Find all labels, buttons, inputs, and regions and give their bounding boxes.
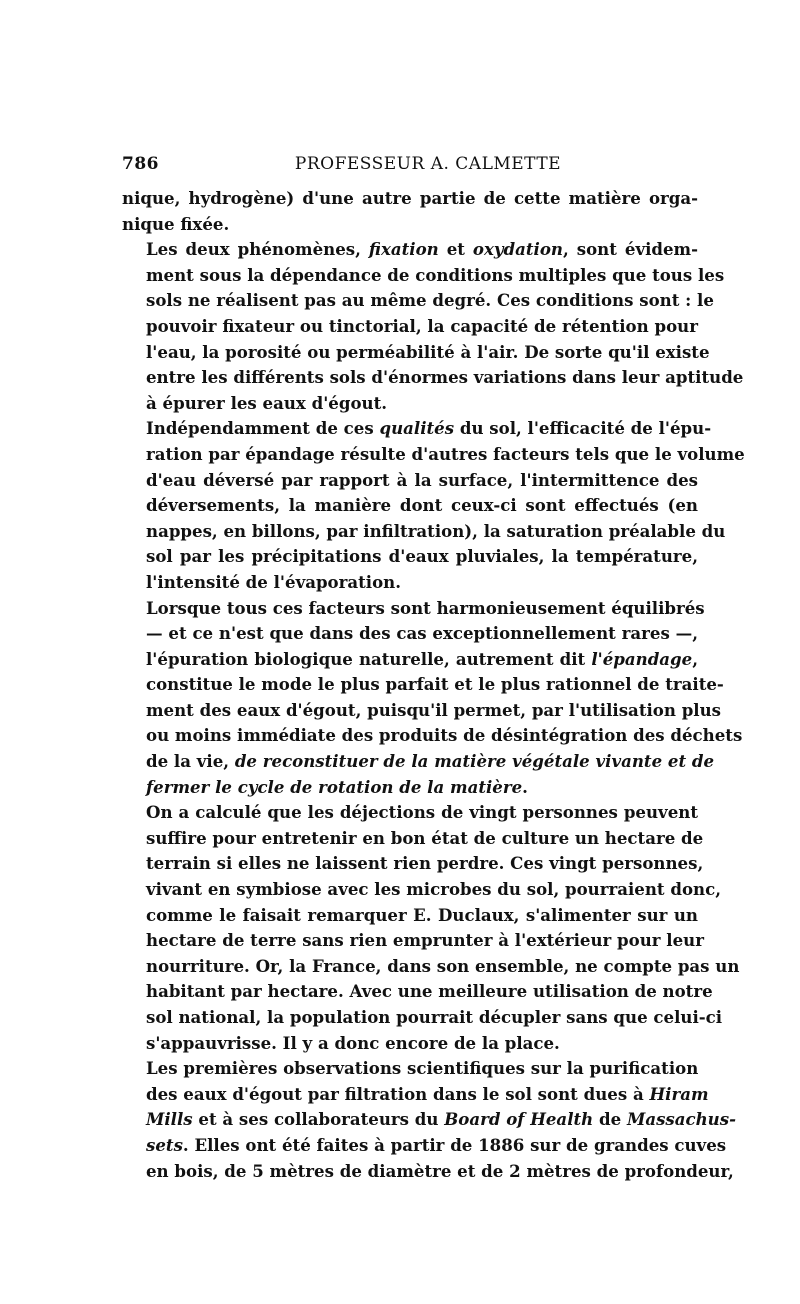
page-number: 786 <box>122 154 159 174</box>
text-line: pouvoir fixateur ou tinctorial, la capacité de rétention pour <box>146 315 698 336</box>
paragraph <box>122 800 740 1056</box>
paragraph <box>122 237 744 416</box>
italic-phrase: fermer le cycle de rotation de la matière <box>146 776 523 797</box>
running-head: PROFESSEUR A. CALMETTE <box>294 154 562 174</box>
text-line: Mills et à ses collaborateurs du Board of Health de Massachus- <box>146 1109 736 1130</box>
text-line: terrain si elles ne laissent rien perdre. Ces vingt personnes, <box>146 853 704 874</box>
text-line: nappes, en billons, par infiltration), la saturation préalable du <box>146 520 726 541</box>
text-line: — et ce n'est que dans des cas exceptionnellement rares —, <box>146 623 698 644</box>
text-line: comme le faisait remarquer E. Duclaux, s'alimenter sur un <box>146 904 698 925</box>
text-line: déversements, la manière dont ceux-ci sont effectués (en <box>146 495 698 516</box>
text-line: vivant en symbiose avec les microbes du sol, pourraient donc, <box>146 879 721 900</box>
italic-phrase: Hiram <box>649 1083 709 1104</box>
text-line: On a calculé que les déjections de vingt personnes peuvent <box>146 802 698 823</box>
text-line: s'appauvrisse. Il y a donc encore de la place. <box>146 1032 560 1053</box>
text-line: de la vie, de reconstituer de la matière végétale vivante et de <box>146 751 715 772</box>
text-line: Lorsque tous ces facteurs sont harmonieusement équilibrés <box>146 597 705 618</box>
italic-phrase: de reconstituer de la matière végétale vivante et de <box>234 751 715 772</box>
text-line: l'intensité de l'évaporation. <box>146 571 401 592</box>
text-line: ou moins immédiate des produits de désintégration des déchets <box>146 725 743 746</box>
text-line: entre les différents sols d'énormes variations dans leur aptitude <box>146 367 744 388</box>
text-line: l'épuration biologique naturelle, autrement dit l'épandage, <box>146 648 698 669</box>
italic-phrase: Board of Health <box>444 1109 594 1130</box>
text-line: nique fixée. <box>122 213 230 234</box>
text-line: ration par épandage résulte d'autres facteurs tels que le volume <box>146 443 745 464</box>
text-line: sol national, la population pourrait décupler sans que celui-ci <box>146 1007 723 1027</box>
body-text <box>122 186 745 1184</box>
text-line: des eaux d'égout par filtration dans le sol sont dues à Hiram <box>146 1083 709 1104</box>
italic-phrase: Mills <box>146 1109 193 1130</box>
text-line: suffire pour entretenir en bon état de culture un hectare de <box>146 827 704 848</box>
text-line: Les deux phénomènes, fixation et oxydation, sont évidem- <box>146 239 698 260</box>
text-line: ment sous la dépendance de conditions multiples que tous les <box>146 264 725 285</box>
paragraph <box>122 1056 736 1184</box>
paragraph <box>122 596 743 801</box>
text-line: à épurer les eaux d'égout. <box>146 392 388 413</box>
text-line: Indépendamment de ces qualités du sol, l'efficacité de l'épu- <box>146 418 712 439</box>
italic-phrase: l'épandage <box>591 648 693 669</box>
text-line: ment des eaux d'égout, puisqu'il permet, par l'utilisation plus <box>146 699 722 720</box>
paragraph <box>122 186 698 237</box>
text-line: nique, hydrogène) d'une autre partie de cette matière orga- <box>122 188 698 208</box>
text-line: habitant par hectare. Avec une meilleure utilisation de notre <box>146 981 713 1002</box>
text-line: fermer le cycle de rotation de la matière. <box>146 776 528 797</box>
italic-phrase: oxydation <box>472 239 563 260</box>
italic-phrase: sets <box>146 1134 183 1155</box>
text-line: sets. Elles ont été faites à partir de 1886 sur de grandes cuves <box>146 1134 727 1155</box>
text-line: hectare de terre sans rien emprunter à l'extérieur pour leur <box>146 930 704 951</box>
text-line: sol par les précipitations d'eaux pluviales, la température, <box>146 546 698 567</box>
text-line: en bois, de 5 mètres de diamètre et de 2 mètres de profondeur, <box>146 1160 734 1181</box>
italic-phrase: qualités <box>379 418 455 439</box>
text-line: nourriture. Or, la France, dans son ensemble, ne compte pas un <box>146 955 740 976</box>
italic-phrase: Massachus- <box>626 1109 736 1130</box>
text-line: l'eau, la porosité ou perméabilité à l'air. De sorte qu'il existe <box>146 341 710 362</box>
text-line: constitue le mode le plus parfait et le plus rationnel de traite- <box>146 674 724 695</box>
paragraph <box>122 416 745 595</box>
page-header <box>122 150 698 180</box>
italic-phrase: fixation <box>368 239 439 260</box>
text-line: Les premières observations scientifiques sur la purification <box>146 1058 699 1079</box>
document-page <box>122 150 745 1184</box>
text-line: sols ne réalisent pas au même degré. Ces conditions sont : le <box>146 290 714 311</box>
text-line: d'eau déversé par rapport à la surface, l'intermittence des <box>146 469 698 490</box>
